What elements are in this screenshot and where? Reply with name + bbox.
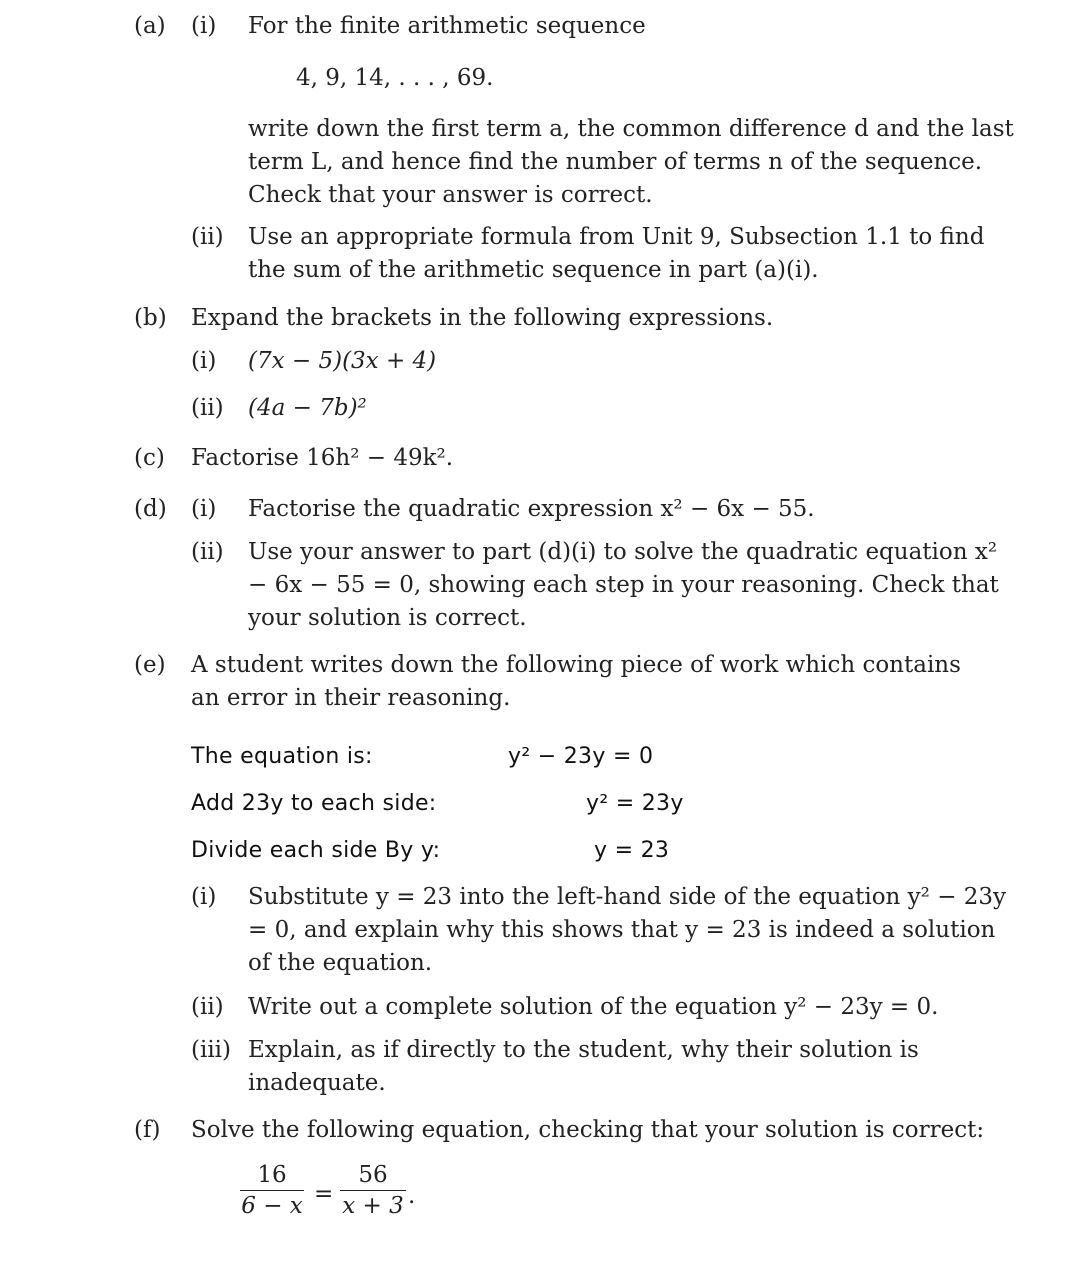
part-e-iii-text: Explain, as if directly to the student, why their solution is inadequate. xyxy=(248,1037,919,1096)
part-f-text: Solve the following equation, checking that your solution is correct: xyxy=(191,1117,985,1143)
part-b-ii-expr: (4a − 7b)² xyxy=(248,395,367,421)
part-a-i-text: write down the first term a, the common difference d and the last term L, and hence find the number of terms n of the sequence. Check that your answer is correct. xyxy=(248,116,1014,208)
right-numerator: 56 xyxy=(358,1162,388,1188)
left-numerator: 16 xyxy=(257,1162,287,1188)
part-c-label: (c) xyxy=(134,445,165,471)
part-d-ii-label: (ii) xyxy=(191,539,224,565)
part-e-i-label: (i) xyxy=(191,884,217,910)
left-fraction xyxy=(240,1162,304,1219)
left-fraction-bar xyxy=(240,1190,304,1191)
part-a-i-intro: For the finite arithmetic sequence xyxy=(248,13,646,39)
part-b-text: Expand the brackets in the following expressions. xyxy=(191,305,774,331)
part-e-text: A student writes down the following piece of work which contains an error in their reasoning. xyxy=(191,652,961,711)
right-denominator: x + 3 xyxy=(342,1193,404,1219)
sequence: 4, 9, 14, . . . , 69. xyxy=(296,65,494,91)
part-a-label: (a) xyxy=(134,13,166,39)
student-work-step-2: Add 23y to each side: xyxy=(191,791,437,816)
part-e-ii-text: Write out a complete solution of the equation y² − 23y = 0. xyxy=(248,994,939,1020)
part-b-i-expr: (7x − 5)(3x + 4) xyxy=(248,348,437,374)
part-e-i-text: Substitute y = 23 into the left-hand side of the equation y² − 23y = 0, and explain why this shows that y = 23 is indeed a solution of the equation. xyxy=(248,884,1007,976)
left-denominator: 6 − x xyxy=(241,1193,303,1219)
student-work-math-2: y² = 23y xyxy=(586,791,684,816)
part-b-label: (b) xyxy=(134,305,167,331)
part-a-ii-text: Use an appropriate formula from Unit 9, Subsection 1.1 to find the sum of the arithmetic sequence in part (a)(i). xyxy=(248,224,985,283)
student-work-math-1: y² − 23y = 0 xyxy=(508,744,654,769)
equals-sign: = xyxy=(314,1181,334,1207)
equation-period: . xyxy=(408,1183,416,1209)
part-e-label: (e) xyxy=(134,652,166,678)
part-e-iii-label: (iii) xyxy=(191,1037,232,1063)
part-d-label: (d) xyxy=(134,496,167,522)
right-fraction-bar xyxy=(340,1190,406,1191)
part-d-ii-text: Use your answer to part (d)(i) to solve the quadratic equation x² − 6x − 55 = 0, showing each step in your reasoning. Check that your solution is correct. xyxy=(248,539,999,631)
part-d-i-text: Factorise the quadratic expression x² − 6x − 55. xyxy=(248,496,815,522)
part-a-i-label: (i) xyxy=(191,13,217,39)
student-work-math-3: y = 23 xyxy=(594,838,670,863)
part-b-i-label: (i) xyxy=(191,348,217,374)
part-d-i-label: (i) xyxy=(191,496,217,522)
right-fraction xyxy=(340,1162,406,1219)
part-f-label: (f) xyxy=(134,1117,161,1143)
student-work-step-3: Divide each side By y: xyxy=(191,838,441,863)
part-b-ii-label: (ii) xyxy=(191,395,224,421)
part-a-ii-label: (ii) xyxy=(191,224,224,250)
student-work-step-1: The equation is: xyxy=(191,744,373,769)
part-c-text: Factorise 16h² − 49k². xyxy=(191,445,454,471)
part-e-ii-label: (ii) xyxy=(191,994,224,1020)
